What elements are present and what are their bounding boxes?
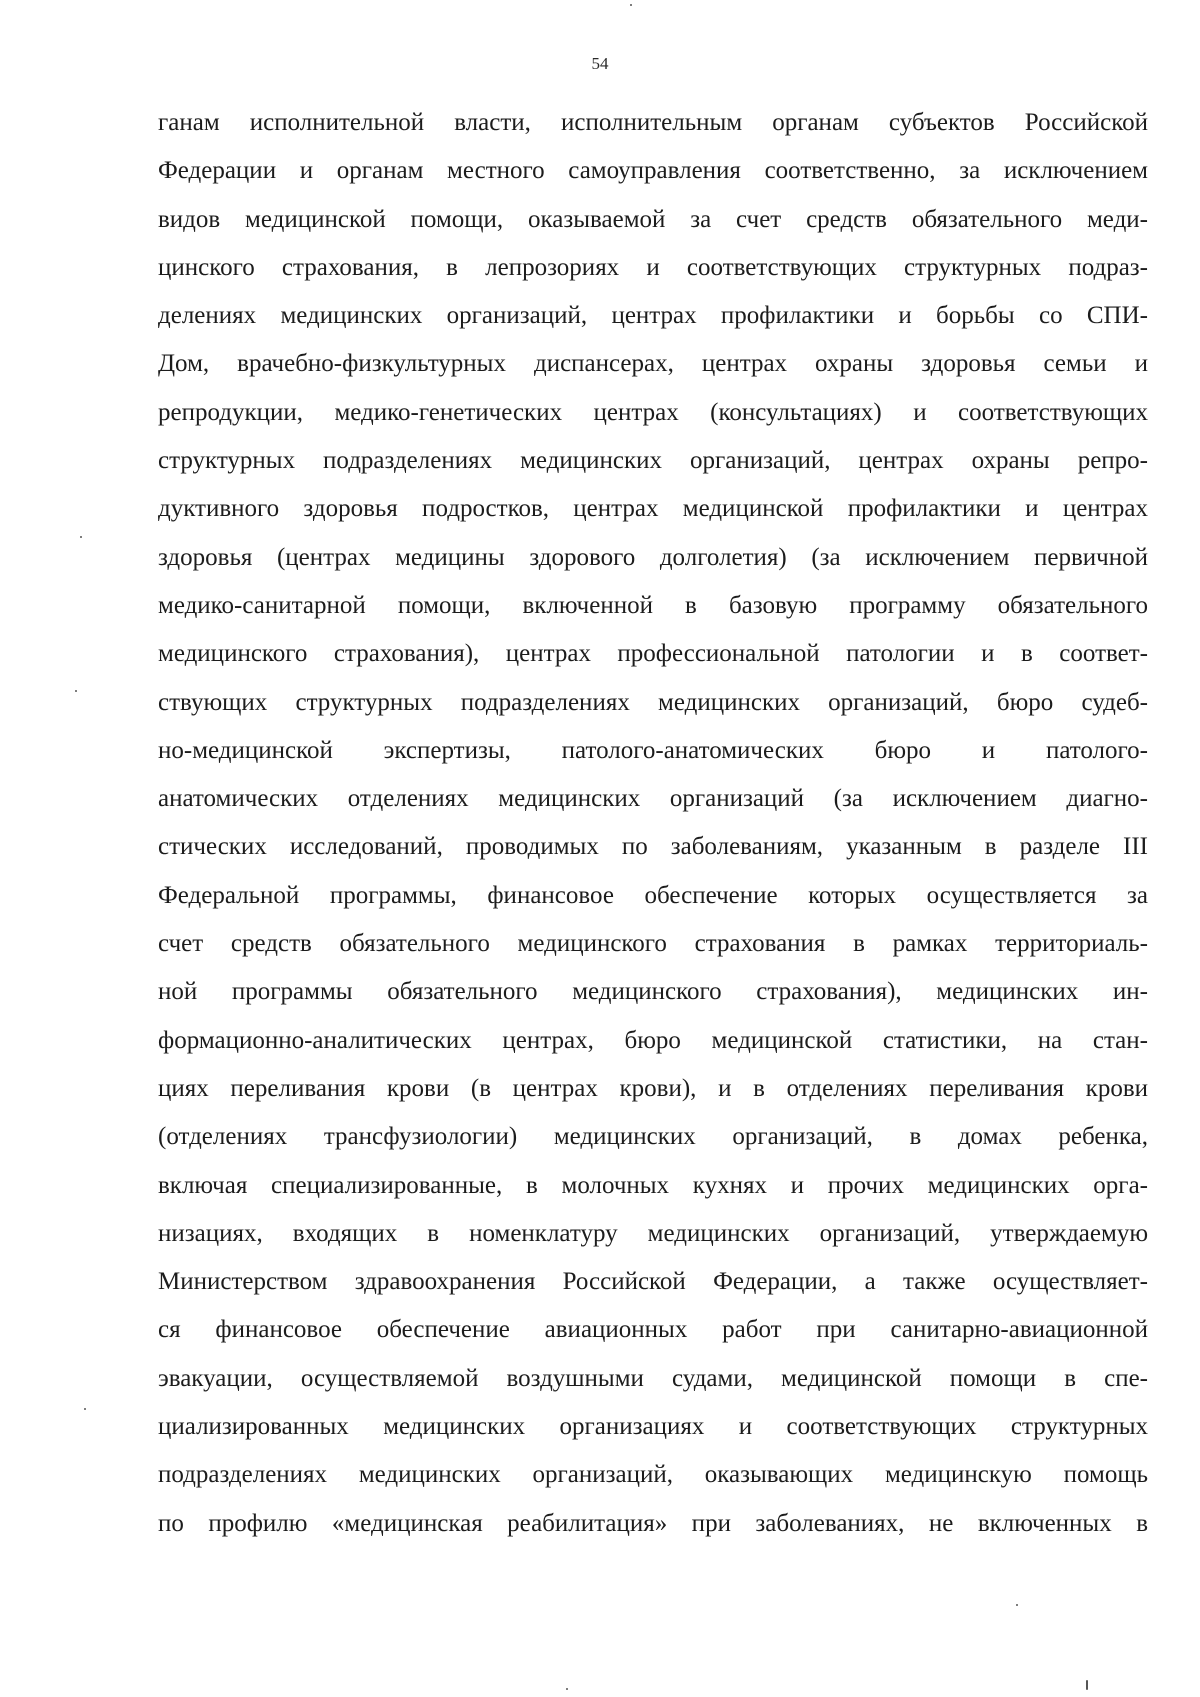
text-line: формационно-аналитических центрах, бюро медицинской статистики, на стан- [158,1026,1148,1054]
scan-speck [75,690,77,692]
text-line: подразделениях медицинских организаций, оказывающих медицинскую помощь [158,1461,1148,1489]
text-line: Дом, врачебно-физкультурных диспансерах, центрах охраны здоровья семьи и [158,350,1148,378]
text-line: медицинского страхования), центрах профессиональной патологии и в соответ- [158,640,1148,668]
text-line: ной программы обязательного медицинского страхования), медицинских ин- [158,978,1148,1006]
text-line: циях переливания крови (в центрах крови), и в отделениях переливания крови [158,1074,1148,1102]
text-line: делениях медицинских организаций, центрах профилактики и борьбы со СПИ- [158,302,1148,330]
text-line: анатомических отделениях медицинских организаций (за исключением диагно- [158,785,1148,813]
page-number: 54 [591,54,609,73]
text-line: эвакуации, осуществляемой воздушными судами, медицинской помощи в спе- [158,1364,1148,1392]
scan-speck [1016,1604,1018,1606]
scan-speck [1086,1680,1088,1690]
text-line: цинского страхования, в лепрозориях и соответствующих структурных подраз- [158,253,1148,281]
text-line: ся финансовое обеспечение авиационных работ при санитарно-авиационной [158,1316,1148,1344]
text-line: по профилю «медицинская реабилитация» при заболеваниях, не включенных в [158,1509,1148,1537]
scan-speck [84,1408,86,1410]
text-line: Федеральной программы, финансовое обеспечение которых осуществляется за [158,881,1148,909]
text-line: циализированных медицинских организациях и соответствующих структурных [158,1413,1148,1441]
scan-speck [630,4,632,6]
text-line: низациях, входящих в номенклатуру медицинских организаций, утверждаемую [158,1219,1148,1247]
text-line: ствующих структурных подразделениях медицинских организаций, бюро судеб- [158,688,1148,716]
text-line: репродукции, медико-генетических центрах (консультациях) и соответствующих [158,398,1148,426]
text-line: медико-санитарной помощи, включенной в базовую программу обязательного [158,591,1148,619]
text-line: Федерации и органам местного самоуправления соответственно, за исключением [158,157,1148,185]
body-text [158,99,1148,1548]
text-line: здоровья (центрах медицины здорового долголетия) (за исключением первичной [158,543,1148,571]
text-line: включая специализированные, в молочных кухнях и прочих медицинских орга- [158,1171,1148,1199]
text-line: (отделениях трансфузиологии) медицинских организаций, в домах ребенка, [158,1123,1148,1151]
text-line: структурных подразделениях медицинских организаций, центрах охраны репро- [158,447,1148,475]
text-line: стических исследований, проводимых по заболеваниям, указанным в разделе III [158,833,1148,861]
scan-speck [566,1688,568,1690]
text-line: дуктивного здоровья подростков, центрах медицинской профилактики и центрах [158,495,1148,523]
text-line: видов медицинской помощи, оказываемой за счет средств обязательного меди- [158,205,1148,233]
text-line: но-медицинской экспертизы, патолого-анатомических бюро и патолого- [158,736,1148,764]
text-line: счет средств обязательного медицинского страхования в рамках территориаль- [158,930,1148,958]
text-line: ганам исполнительной власти, исполнительным органам субъектов Российской [158,109,1148,136]
text-line: Министерством здравоохранения Российской Федерации, а также осуществляет- [158,1268,1148,1296]
scan-speck [80,536,82,538]
